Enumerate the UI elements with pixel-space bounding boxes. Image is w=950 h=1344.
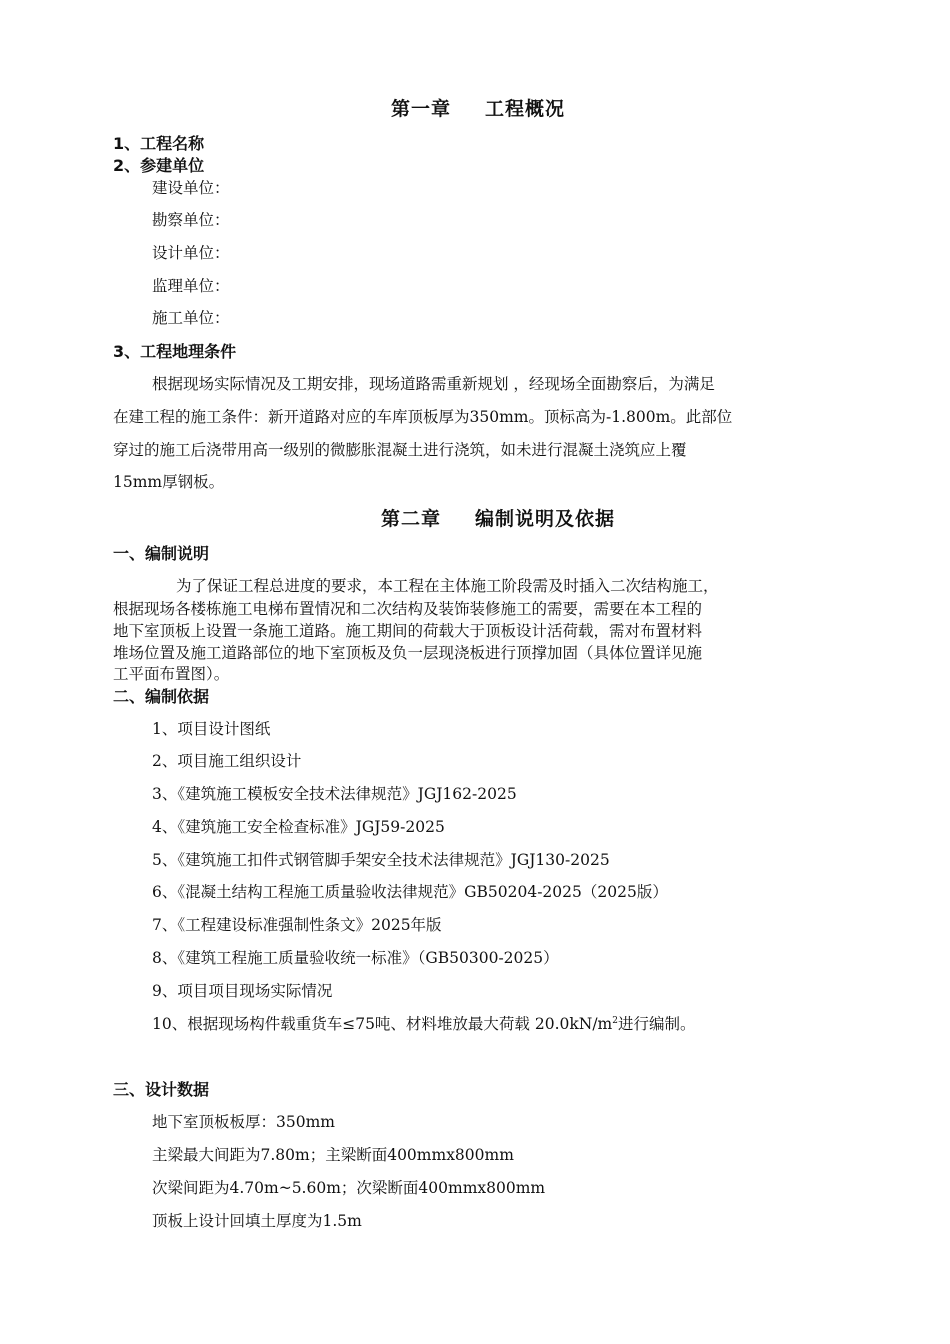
- unit-line: 勘察单位：: [152, 211, 230, 229]
- section-compile-description: 一、编制说明: [113, 544, 210, 563]
- description-line: 为了保证工程总进度的要求，本工程在主体施工阶段需及时插入二次结构施工，: [176, 577, 719, 595]
- section-design-data: 三、设计数据: [113, 1080, 210, 1099]
- design-data-line: 次梁间距为4.70m~5.60m；次梁断面400mmx800mm: [152, 1179, 546, 1197]
- basis-item: 7、《工程建设标准强制性条文》2025年版: [152, 916, 442, 934]
- unit-line: 建设单位：: [152, 179, 230, 197]
- design-data-line: 顶板上设计回填土厚度为1.5m: [152, 1212, 362, 1230]
- description-line: 工平面布置图）。: [113, 665, 230, 683]
- basis-item: 8、《建筑工程施工质量验收统一标准》（GB50300-2025）: [152, 949, 559, 967]
- geo-text-line: 根据现场实际情况及工期安排，现场道路需重新规划 ，经现场全面勘察后，为满足: [152, 375, 715, 393]
- description-line: 堆场位置及施工道路部位的地下室顶板及负一层现浇板进行顶撑加固（具体位置详见施: [113, 644, 703, 662]
- basis-item: 2、项目施工组织设计: [152, 752, 302, 770]
- basis-item: 5、《建筑施工扣件式钢管脚手架安全技术法律规范》JGJ130-2025: [152, 851, 610, 869]
- basis-10-text: 10、根据现场构件载重货车≤75吨、材料堆放最大荷载 20.0kN/m: [152, 1015, 613, 1033]
- basis-item-10: [152, 1012, 696, 1034]
- chapter-1-name: 工程概况: [485, 98, 566, 120]
- design-data-line: 主梁最大间距为7.80m；主梁断面400mmx800mm: [152, 1146, 514, 1164]
- unit-line: 设计单位：: [152, 244, 230, 262]
- chapter-2-name: 编制说明及依据: [475, 508, 616, 530]
- geo-text-line: 穿过的施工后浇带用高一级别的微膨胀混凝土进行浇筑，如未进行混凝土浇筑应上覆: [113, 441, 687, 459]
- section-compile-basis: 二、编制依据: [113, 687, 210, 706]
- description-line: 地下室顶板上设置一条施工道路。施工期间的荷载大于顶板设计活荷载，需对布置材料: [113, 622, 703, 640]
- basis-item: 1、项目设计图纸: [152, 720, 271, 738]
- basis-item: 3、《建筑施工模板安全技术法律规范》JGJ162-2025: [152, 785, 517, 803]
- design-data-line: 地下室顶板板厚：350mm: [152, 1113, 335, 1131]
- geo-text-line: 15mm厚钢板。: [113, 473, 225, 491]
- basis-item: 9、项目项目现场实际情况: [152, 982, 333, 1000]
- superscript-2: 2: [612, 1015, 618, 1026]
- section-geo-conditions: 3、工程地理条件: [113, 342, 237, 361]
- chapter-2-title: [381, 504, 615, 531]
- basis-item: 6、《混凝土结构工程施工质量验收法律规范》GB50204-2025（2025版）: [152, 883, 668, 901]
- basis-10-suffix: 进行编制。: [617, 1015, 696, 1033]
- basis-item: 4、《建筑施工安全检查标准》JGJ59-2025: [152, 818, 445, 836]
- chapter-2-number: 第二章: [381, 508, 442, 530]
- section-project-name: 1、工程名称: [113, 134, 205, 153]
- geo-text-line: 在建工程的施工条件：新开道路对应的车库顶板厚为350mm。顶标高为-1.800m。此部位: [113, 408, 733, 426]
- section-participants: 2、参建单位: [113, 156, 205, 175]
- chapter-1-number: 第一章: [391, 98, 452, 120]
- chapter-1-title: [391, 94, 565, 121]
- description-line: 根据现场各楼栋施工电梯布置情况和二次结构及装饰装修施工的需要，需要在本工程的: [113, 600, 703, 618]
- unit-line: 施工单位：: [152, 309, 230, 327]
- unit-line: 监理单位：: [152, 277, 230, 295]
